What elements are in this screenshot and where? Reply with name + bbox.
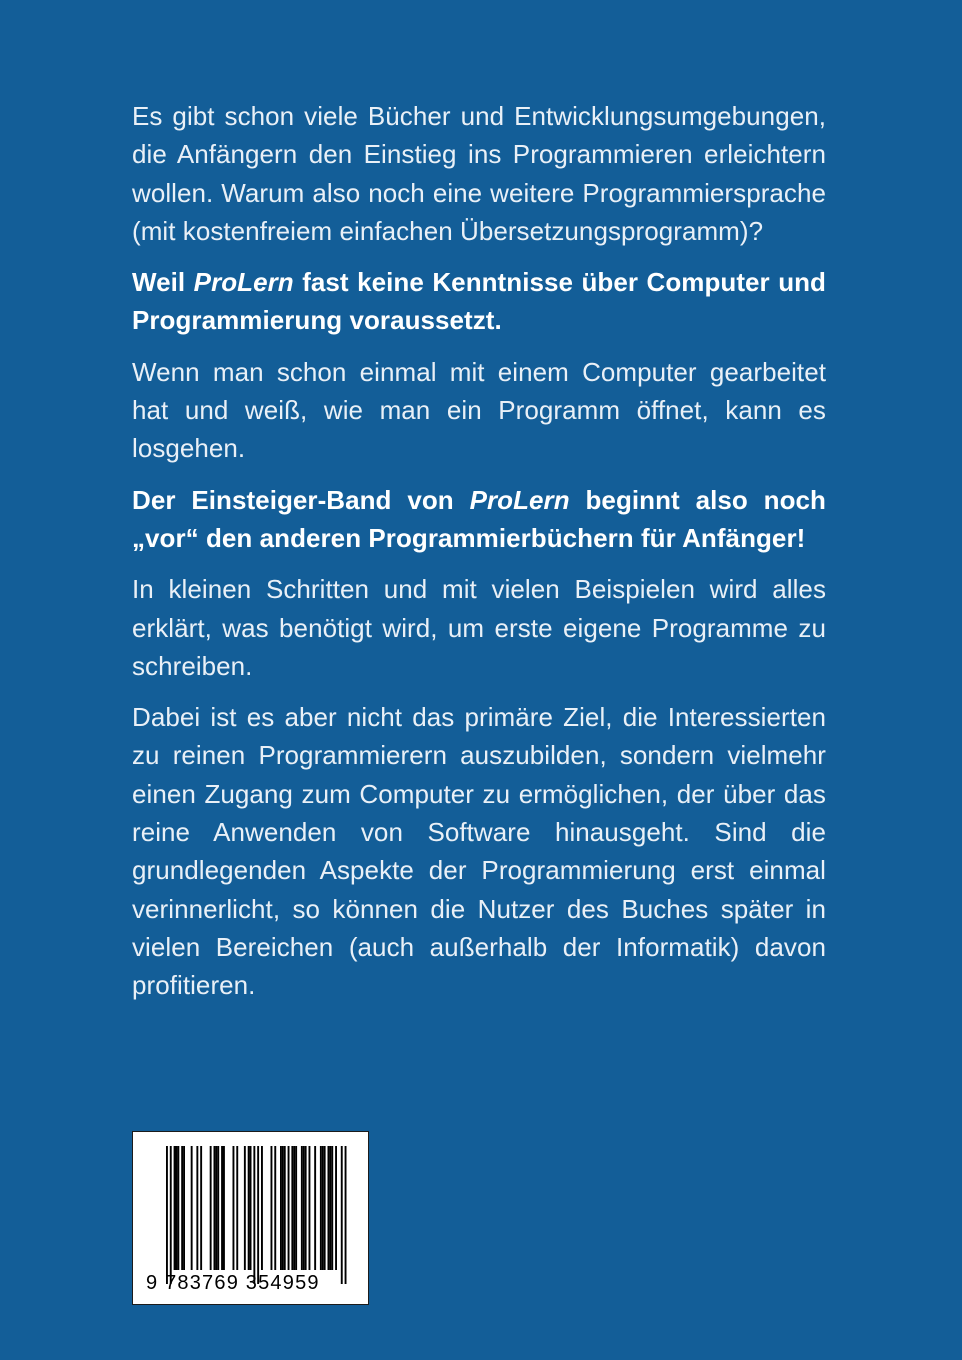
highlight-1-rest: fast keine Kenntnisse über Computer und Programmierung voraussetzt. [132, 267, 826, 336]
highlight-2-lead: Der Einsteiger-Band von [132, 484, 470, 515]
barcode-bar [295, 1146, 297, 1270]
barcode-bar [233, 1146, 235, 1270]
barcode-guard-bar [253, 1146, 255, 1284]
barcode-bar [223, 1146, 225, 1270]
barcode-guard-bar [257, 1146, 259, 1284]
barcode-bar [288, 1146, 290, 1270]
paragraph-highlight-1 [132, 263, 826, 340]
barcode-bar [305, 1146, 307, 1270]
barcode-bar [176, 1146, 178, 1270]
blurb-text [132, 97, 826, 1018]
barcode-bar [181, 1146, 183, 1270]
barcode-guard-bar [341, 1146, 343, 1284]
barcode-bar [309, 1146, 311, 1270]
barcode-bar [301, 1146, 303, 1270]
barcode-bar [303, 1146, 305, 1270]
highlight-1-lead: Weil [132, 267, 194, 298]
barcode-bar [291, 1146, 293, 1270]
barcode-bar [196, 1146, 198, 1270]
barcode-bar [282, 1146, 284, 1270]
barcode-guard-bar [166, 1146, 168, 1284]
highlight-2-rest: beginnt also noch „vor“ den anderen Programmierbüchern für Anfänger! [132, 484, 826, 553]
barcode-bar [248, 1146, 250, 1270]
barcode-bar [210, 1146, 212, 1270]
product-name: ProLern [469, 484, 570, 515]
barcode-guard-bar [345, 1146, 347, 1284]
barcode-bar [200, 1146, 202, 1270]
barcode-bar [328, 1146, 330, 1270]
product-name: ProLern [193, 267, 294, 298]
barcode-bar [284, 1146, 286, 1270]
paragraph-intro: Es gibt schon viele Bücher und Entwicklungsumgebungen, die Anfängern den Einstieg ins Programmieren erleichtern wollen. Warum also noch eine weitere Programmiersprache (mit kostenfreiem einfachen Übersetzungsprogramm)? [132, 101, 826, 246]
barcode-bar [320, 1146, 322, 1270]
barcode-bar [215, 1146, 217, 1270]
barcode-bar [335, 1146, 337, 1270]
barcode-bar [236, 1146, 238, 1270]
paragraph-goal: Dabei ist es aber nicht das primäre Ziel, die Interessierten zu reinen Programmierern auszubilden, sondern vielmehr einen Zugang zum Computer zu ermöglichen, der über das reine Anwenden von Software hinausgeht. Sind die grundlegenden Aspekte der Programmierung erst einmal verinnerlicht, so können die Nutzer des Buches später in vielen Bereichen (auch außerhalb der Informatik) davon profitieren. [132, 702, 826, 1001]
barcode-bar [314, 1146, 316, 1270]
barcode-bar [177, 1146, 179, 1270]
paragraph-prerequisites: Wenn man schon einmal mit einem Computer gearbeitet hat und weiß, wie man ein Programm öffnet, kann es losgehen. [132, 356, 826, 464]
barcode-bar [322, 1146, 324, 1270]
barcode-bar [183, 1146, 185, 1270]
barcode-bar [217, 1146, 219, 1270]
barcode-bar [174, 1146, 176, 1270]
barcode-bar [221, 1146, 223, 1270]
barcode-bar [250, 1146, 252, 1270]
barcode-bar [329, 1146, 331, 1270]
barcode-bar [293, 1146, 295, 1270]
barcode-bar [274, 1146, 276, 1270]
barcode-bar [331, 1146, 333, 1270]
barcode-guard-bar [170, 1146, 172, 1284]
isbn-barcode [132, 1131, 369, 1305]
barcode-bar [191, 1146, 193, 1270]
barcode-bar [324, 1146, 326, 1270]
barcode-bar [280, 1146, 282, 1270]
paragraph-highlight-2 [132, 481, 826, 558]
barcode-bar [244, 1146, 246, 1270]
barcode-bar [214, 1146, 216, 1270]
barcode-bar [271, 1146, 273, 1270]
isbn-number: 9 783769 354959 [146, 1272, 320, 1294]
paragraph-steps: In kleinen Schritten und mit vielen Beispielen wird alles erklärt, was benötigt wird, um erste eigene Programme zu schreiben. [132, 574, 826, 681]
barcode-bar [261, 1146, 263, 1270]
